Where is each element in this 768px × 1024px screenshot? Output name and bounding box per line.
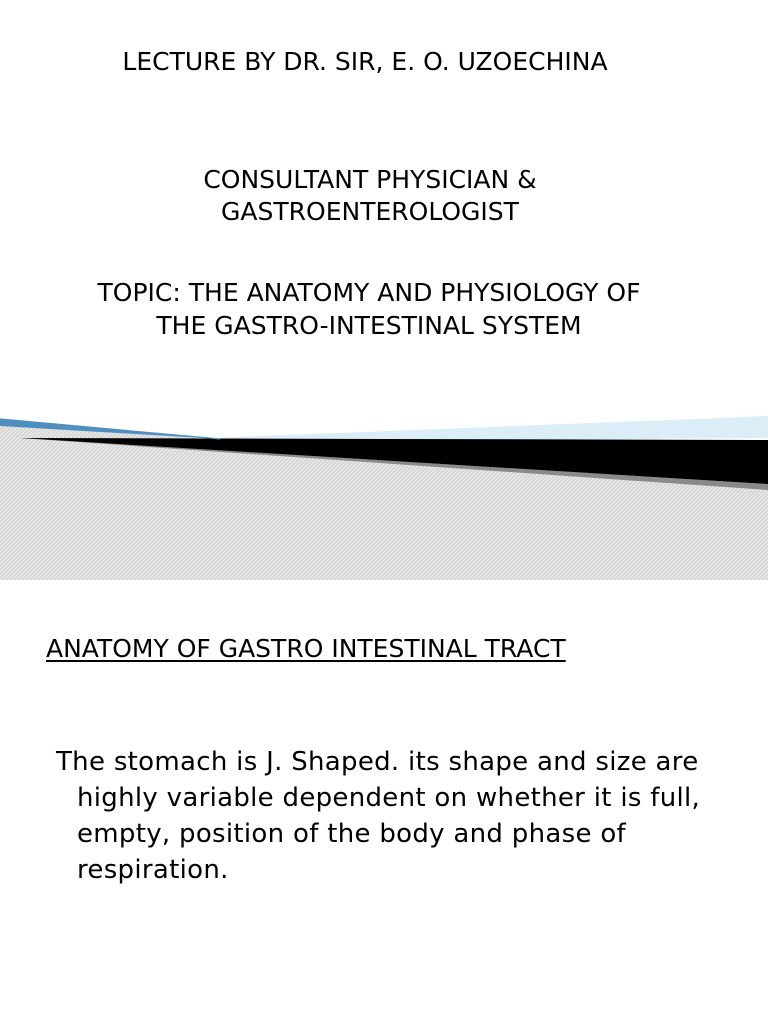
topic-title: [0, 276, 738, 342]
body-paragraph: The stomach is J. Shaped. its shape and size are highly variable dependent on whether it is full, empty, position of the body and phase of respiration.: [56, 747, 701, 885]
topic-line-1: TOPIC: THE ANATOMY AND PHYSIOLOGY OF: [97, 278, 641, 307]
lecturer-line: LECTURE BY DR. SIR, E. O. UZOECHINA: [122, 47, 608, 76]
topic-line-2: THE GASTRO-INTESTINAL SYSTEM: [156, 311, 582, 340]
content-slide: [0, 580, 768, 1024]
lecturer-role: [0, 164, 740, 228]
slide-heading: ANATOMY OF GASTRO INTESTINAL TRACT: [46, 634, 566, 663]
decorative-wave-band: [0, 386, 768, 580]
role-line-1: CONSULTANT PHYSICIAN &: [203, 165, 537, 194]
role-line-2: GASTROENTEROLOGIST: [221, 197, 519, 226]
